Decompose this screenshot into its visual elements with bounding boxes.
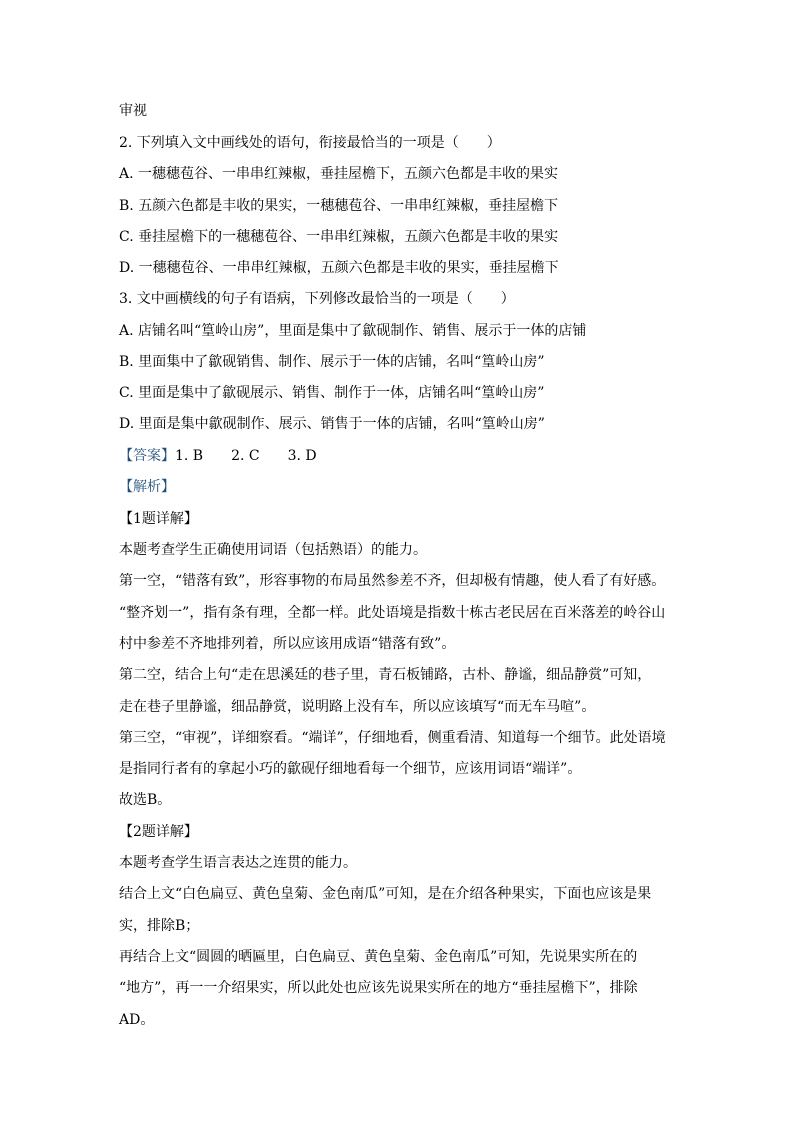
q1-detail-line: 村中参差不齐地排列着，所以应该用成语“错落有致”。 <box>119 636 456 652</box>
q2-detail-line: AD。 <box>119 1012 155 1028</box>
answer-text: 1. B 2. C 3. D <box>175 448 317 464</box>
question-3-option-a: A. 店铺名叫“篁岭山房”，里面是集中了歙砚制作、销售、展示于一体的店铺 <box>119 323 587 339</box>
answer-label: 【答案】 <box>119 448 175 464</box>
q1-detail-line: 走在巷子里静谧，细品静赏，说明路上没有车，所以应该填写“而无车马喧”。 <box>119 699 596 715</box>
answer-line <box>119 446 317 466</box>
question-3: 3. 文中画横线的句子有语病，下列修改最恰当的一项是（ ） <box>119 291 515 307</box>
q1-detail-heading: 【1题详解】 <box>119 511 198 527</box>
question-3-option-b: B. 里面集中了歙砚销售、制作、展示于一体的店铺，名叫“篁岭山房” <box>119 354 545 370</box>
question-3-option-c: C. 里面是集中了歙砚展示、销售、制作于一体，店铺名叫“篁岭山房” <box>119 385 545 401</box>
question-2: 2. 下列填入文中画线处的语句，衔接最恰当的一项是（ ） <box>119 135 501 151</box>
analysis-label: 【解析】 <box>119 479 175 495</box>
q1-detail-line: 是指同行者有的拿起小巧的歙砚仔细地看每一个细节，应该用词语“端详”。 <box>119 761 582 777</box>
question-2-option-c: C. 垂挂屋檐下的一穗穗苞谷、一串串红辣椒，五颜六色都是丰收的果实 <box>119 229 559 245</box>
q1-detail-line: 第三空，“审视”，详细察看。“端详”，仔细地看，侧重看清、知道每一个细节。此处语境 <box>119 730 666 746</box>
q2-detail-line: 实，排除B； <box>119 918 200 934</box>
question-3-option-d: D. 里面是集中歙砚制作、展示、销售于一体的店铺，名叫“篁岭山房” <box>119 416 545 432</box>
q2-detail-line: 本题考查学生语言表达之连贯的能力。 <box>119 855 357 871</box>
q2-detail-line: 结合上文“白色扁豆、黄色皇菊、金色南瓜”可知，是在介绍各种果实，下面也应该是果 <box>119 886 652 902</box>
q2-detail-line: 再结合上文“圆圆的晒匾里，白色扁豆、黄色皇菊、金色南瓜”可知，先说果实所在的 <box>119 949 638 965</box>
q2-detail-heading: 【2题详解】 <box>119 824 198 840</box>
question-2-option-a: A. 一穗穗苞谷、一串串红辣椒，垂挂屋檐下，五颜六色都是丰收的果实 <box>119 166 559 182</box>
q1-detail-line: 本题考查学生正确使用词语（包括熟语）的能力。 <box>119 542 427 558</box>
q1-detail-line: 第一空，“错落有致”，形容事物的布局虽然参差不齐，但却极有情趣，使人看了有好感。 <box>119 573 666 589</box>
question-2-option-b: B. 五颜六色都是丰收的果实，一穗穗苞谷、一串串红辣椒，垂挂屋檐下 <box>119 198 559 214</box>
question-2-option-d: D. 一穗穗苞谷、一串串红辣椒，五颜六色都是丰收的果实，垂挂屋檐下 <box>119 260 559 276</box>
q1-detail-line: “整齐划一”，指有条有理，全都一样。此处语境是指数十栋古老民居在百米落差的岭谷山 <box>119 605 666 621</box>
text-line-shenshi: 审视 <box>119 103 147 119</box>
q1-detail-line: 故选B。 <box>119 792 172 808</box>
q1-detail-line: 第二空，结合上句“走在思溪廷的巷子里，青石板铺路，古朴、静谧，细品静赏”可知， <box>119 667 652 683</box>
q2-detail-line: “地方”，再一一介绍果实，所以此处也应该先说果实所在的地方“垂挂屋檐下”，排除 <box>119 980 638 996</box>
